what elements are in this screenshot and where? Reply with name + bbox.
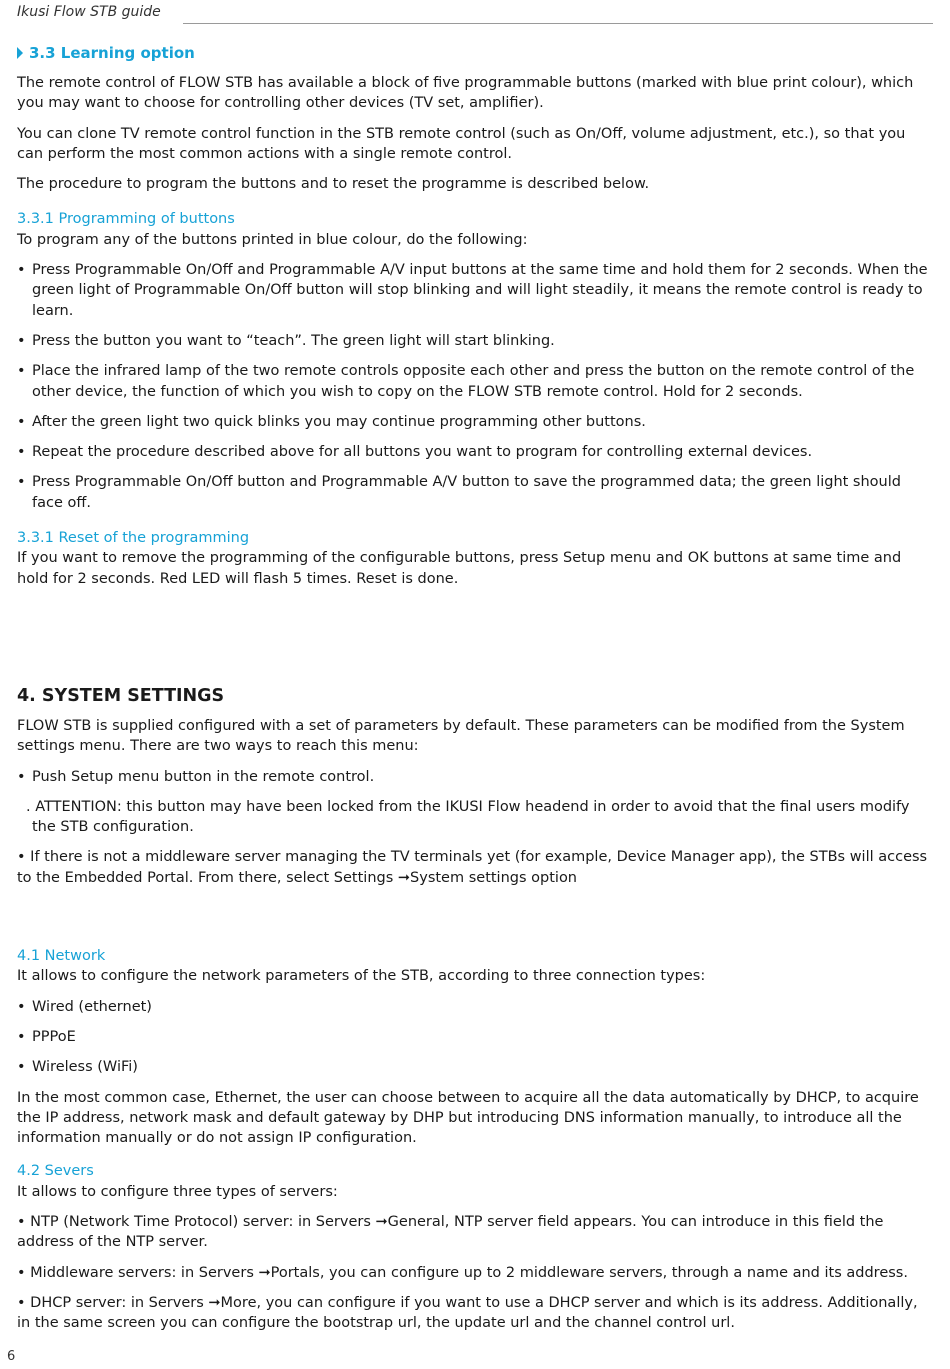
subsection-3-3-1-heading: 3.3.1 Programming of buttons — [17, 211, 235, 228]
list-item — [17, 1263, 933, 1283]
bullet-icon: • — [17, 474, 26, 491]
subsection-4-1-heading: 4.1 Network — [17, 948, 106, 965]
page-content — [17, 43, 933, 1343]
list-item-text: Repeat the procedure described above for all buttons you want to program for controlling external devices. — [32, 444, 813, 461]
paragraph: The procedure to program the buttons and to reset the programme is described below. — [17, 176, 650, 193]
bullet-icon: • — [17, 363, 26, 380]
list-item — [17, 442, 933, 462]
list-item — [17, 331, 933, 351]
list-item-text: PPPoE — [32, 1028, 76, 1045]
section-4-heading: 4. SYSTEM SETTINGS — [17, 685, 225, 706]
bullet-icon: • — [17, 1059, 26, 1076]
paragraph: To program any of the buttons printed in blue colour, do the following: — [17, 231, 528, 248]
paragraph: The remote control of FLOW STB has available a block of five programmable buttons (marked with blue print colour), which you may want to choose for controlling other devices (TV set, amplifier). — [17, 75, 914, 112]
paragraph: It allows to configure three types of servers: — [17, 1183, 338, 1200]
attention-note: . ATTENTION: this button may have been locked from the IKUSI Flow headend in order to avoid that the final users modify the STB configuration. — [26, 798, 910, 836]
section-3-3-title: 3.3 Learning option — [29, 44, 195, 62]
bullet-icon: • — [17, 1028, 26, 1045]
bullet-icon: • — [17, 998, 26, 1015]
list-item-text: Press Programmable On/Off button and Programmable A/V button to save the programmed data; the green light should face off. — [32, 474, 901, 511]
list-item-text: Press the button you want to “teach”. The green light will start blinking. — [32, 332, 555, 349]
bullet-icon: • — [17, 413, 26, 430]
list-item — [17, 260, 933, 321]
list-item — [17, 1057, 933, 1077]
list-item-text: Wireless (WiFi) — [32, 1059, 138, 1076]
bullet-icon: • — [17, 1264, 31, 1281]
paragraph: If you want to remove the programming of the configurable buttons, press Setup menu and OK buttons at same time and hold for 2 seconds. Red LED will flash 5 times. Reset is done. — [17, 550, 902, 587]
subsection-4-2-heading: 4.2 Severs — [17, 1163, 94, 1180]
list-item-text: Middleware servers: in Servers ➞Portals, you can configure up to 2 middleware servers, through a name and its address. — [30, 1264, 908, 1281]
list-item — [17, 472, 933, 513]
list-item — [17, 1212, 933, 1253]
list-item-text: After the green light two quick blinks you may continue programming other buttons. — [32, 413, 646, 430]
list-item-text: Wired (ethernet) — [32, 998, 152, 1015]
list-item — [17, 847, 933, 888]
bullet-icon: • — [17, 1294, 31, 1311]
bullet-icon: • — [17, 849, 31, 866]
list-item-text: DHCP server: in Servers ➞More, you can configure if you want to use a DHCP server and which is its address. Additionally, in the same screen you can configure the bootstrap url, the update url and the channel control url. — [17, 1294, 918, 1332]
header-rule — [183, 23, 933, 24]
triangle-right-icon — [17, 47, 23, 59]
subsection-reset-heading: 3.3.1 Reset of the programming — [17, 530, 250, 547]
header-title: Ikusi Flow STB guide — [17, 4, 161, 20]
bullet-icon: • — [17, 332, 26, 349]
list-item-text: Press Programmable On/Off and Programmable A/V input buttons at the same time and hold them for 2 seconds. When the green light of Programmable On/Off button will stop blinking and will light steadily, it means the remote control is ready to learn. — [32, 262, 928, 319]
bullet-icon: • — [17, 1213, 31, 1230]
list-item — [17, 1293, 933, 1334]
list-item-text: NTP (Network Time Protocol) server: in Servers ➞General, NTP server field appears. You can introduce in this field the address of the NTP server. — [17, 1213, 884, 1251]
paragraph: It allows to configure the network parameters of the STB, according to three connection types: — [17, 968, 706, 985]
list-item-text: Push Setup menu button in the remote control. — [32, 768, 375, 785]
list-item — [17, 412, 933, 432]
paragraph: You can clone TV remote control function in the STB remote control (such as On/Off, volume adjustment, etc.), so that you can perform the most common actions with a single remote control. — [17, 125, 906, 162]
bullet-icon: • — [17, 262, 26, 279]
paragraph: In the most common case, Ethernet, the user can choose between to acquire all the data automatically by DHCP, to acquire the IP address, network mask and default gateway by DHP but introducing DNS information manually, to introduce all the information manually or do not assign IP configuration. — [17, 1089, 919, 1147]
bullet-icon: • — [17, 768, 26, 785]
paragraph: FLOW STB is supplied configured with a set of parameters by default. These parameters can be modified from the System settings menu. There are two ways to reach this menu: — [17, 717, 905, 755]
page-number: 6 — [7, 1349, 16, 1364]
list-item — [17, 997, 933, 1017]
bullet-icon: • — [17, 444, 26, 461]
section-3-3-heading — [17, 43, 933, 63]
list-item — [17, 1027, 933, 1047]
list-item-text: Place the infrared lamp of the two remote controls opposite each other and press the button on the remote control of the other device, the function of which you wish to copy on the FLOW STB remote control. Hold for 2 seconds. — [32, 363, 915, 400]
list-item — [17, 767, 933, 787]
list-item — [17, 361, 933, 402]
page-header — [17, 4, 933, 26]
list-item-text: If there is not a middleware server managing the TV terminals yet (for example, Device Manager app), the STBs will access to the Embedded Portal. From there, select Settings ➞System settings option — [17, 849, 928, 886]
